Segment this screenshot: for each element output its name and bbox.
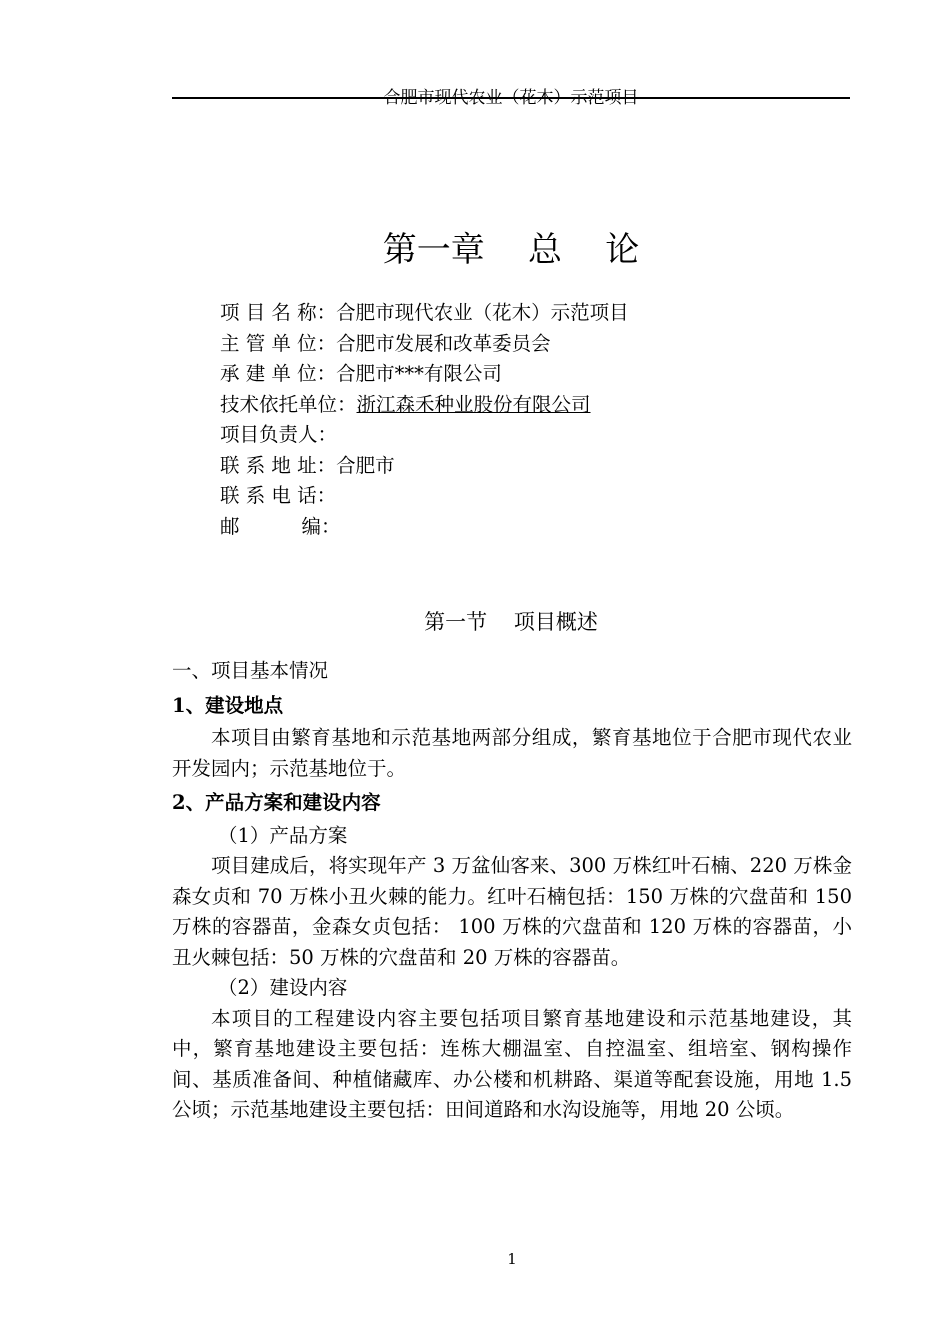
info-row-project-name: [220, 298, 840, 329]
body-text: [172, 656, 852, 1126]
subheading-product-plan: 2、产品方案和建设内容: [172, 791, 381, 814]
item-title-product-plan: （1）产品方案: [218, 823, 348, 847]
info-label: 联 系 电 话：: [220, 484, 337, 507]
info-label: 主 管 单 位：: [220, 331, 337, 355]
info-value: 合肥市: [336, 453, 395, 477]
paragraph-construction: 本项目的工程建设内容主要包括项目繁育基地建设和示范基地建设，其中，繁育基地建设主要包括：连栋大棚温室、自控温室、组培室、钢构操作间、基质准备间、种植储藏库、办公楼和机耕路、渠道等配套设施，用地 1.5 公顷；示范基地建设主要包括：田间道路和水沟设施等，用地 20 公顷。: [172, 1006, 852, 1121]
info-label: 承 建 单 位：: [220, 362, 337, 385]
info-label: 联 系 地 址：: [220, 453, 337, 477]
info-value: 合肥市现代农业（花木）示范项目: [336, 301, 629, 324]
info-row-address: [220, 451, 840, 482]
paragraph-location: 本项目由繁育基地和示范基地两部分组成，繁育基地位于合肥市现代农业开发园内；示范基地位于。: [172, 726, 852, 780]
info-value: 浙江森禾种业股份有限公司: [356, 392, 591, 416]
info-value: 合肥市发展和改革委员会: [336, 331, 551, 355]
info-row-leader: [220, 420, 840, 451]
page-header: 合肥市现代农业（花木）示范项目: [383, 88, 639, 108]
section-title: 第一节 项目概述: [424, 610, 598, 634]
item-title-construction: （2）建设内容: [218, 976, 348, 999]
page-number: 1: [507, 1250, 517, 1268]
info-label: 技术依托单位：: [220, 392, 357, 416]
subheading-location: 1、建设地点: [172, 693, 284, 717]
info-row-supervisor: [220, 329, 840, 360]
info-label: 项 目 名 称：: [220, 301, 337, 324]
project-info-block: [220, 298, 840, 542]
info-row-contractor: [220, 359, 840, 390]
heading-basic-info: 一、项目基本情况: [172, 659, 329, 682]
info-row-postcode: [220, 512, 840, 543]
info-value: 合肥市***有限公司: [336, 362, 502, 385]
paragraph-product-plan: 项目建成后，将实现年产 3 万盆仙客来、300 万株红叶石楠、220 万株金森女贞和 70 万株小丑火棘的能力。红叶石楠包括：150 万株的穴盘苗和 150 万株的容器苗，金森女贞包括： 100 万株的穴盘苗和 120 万株的容器苗，小丑火棘包括：50 万株的穴盘苗和 20 万株的容器苗。: [172, 854, 852, 969]
info-label: 邮 编：: [220, 514, 341, 538]
info-row-tech-support: [220, 390, 840, 421]
chapter-title: 第一章 总 论: [382, 230, 640, 270]
info-label: 项目负责人：: [220, 423, 338, 446]
info-row-phone: [220, 481, 840, 512]
